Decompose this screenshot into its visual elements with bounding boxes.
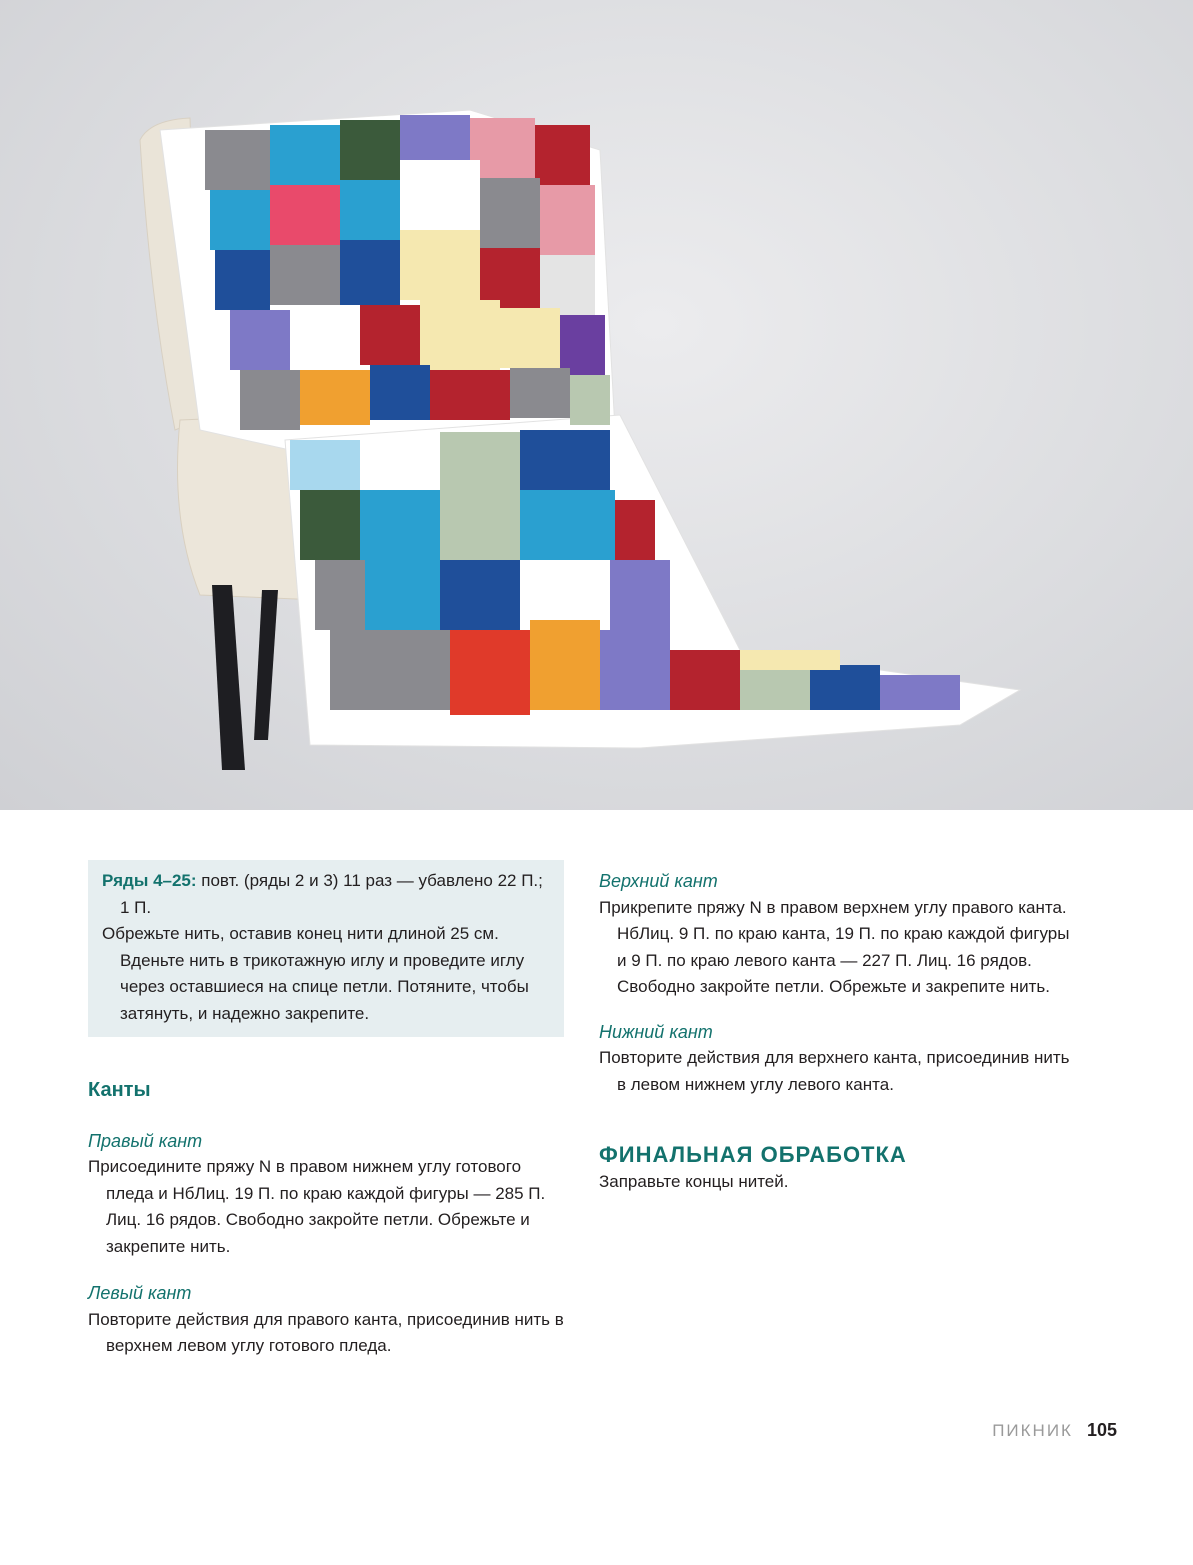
cut-paragraph: Обрежьте нить, оставив конец нити длиной 25 см. Вденьте нить в трикотажную иглу и проведите иглу через оставшиеся на спице петли. Потяните, чтобы затянуть, и надежно закрепите. [102,924,529,1023]
section-name: ПИКНИК [992,1421,1073,1440]
kanty-heading: Канты [88,1079,151,1101]
top-border-heading: Верхний кант [599,871,718,891]
right-border-text: Присоедините пряжу N в правом нижнем углу готового пледа и НбЛиц. 19 П. по краю каждой фигуры — 285 П. Лиц. 16 рядов. Свободно закройте петли. Обрежьте и закрепите нить. [88,1157,546,1256]
instruction-box [88,860,564,1037]
page-footer [992,1420,1117,1441]
rows-paragraph [102,868,552,921]
rows-text: повт. (ряды 2 и 3) 11 раз — убавлено 22 П.; 1 П. [120,871,543,917]
page-number: 105 [1086,1420,1117,1440]
left-border-heading: Левый кант [88,1283,192,1303]
right-border-heading: Правый кант [88,1130,203,1151]
left-border-text: Повторите действия для правого канта, присоединив нить в верхнем левом углу готового пледа. [88,1309,564,1355]
bottom-border-text: Повторите действия для верхнего канта, присоединив нить в левом нижнем углу левого канта. [599,1048,1070,1094]
right-column [599,868,1079,1195]
top-border-text: Прикрепите пряжу N в правом верхнем углу правого канта. НбЛиц. 9 П. по краю канта, 19 П. по краю каждой фигуры и 9 П. по краю левого канта — 227 П. Лиц. 16 рядов. Свободно закройте петли. Обрежьте и закрепите нить. [599,897,1070,996]
rows-label: Ряды 4–25: [102,871,197,890]
final-text: Заправьте концы нитей. [599,1171,789,1191]
final-heading: ФИНАЛЬНАЯ ОБРАБОТКА [599,1142,907,1167]
bottom-border-heading: Нижний кант [599,1021,713,1042]
left-column [88,860,564,1360]
